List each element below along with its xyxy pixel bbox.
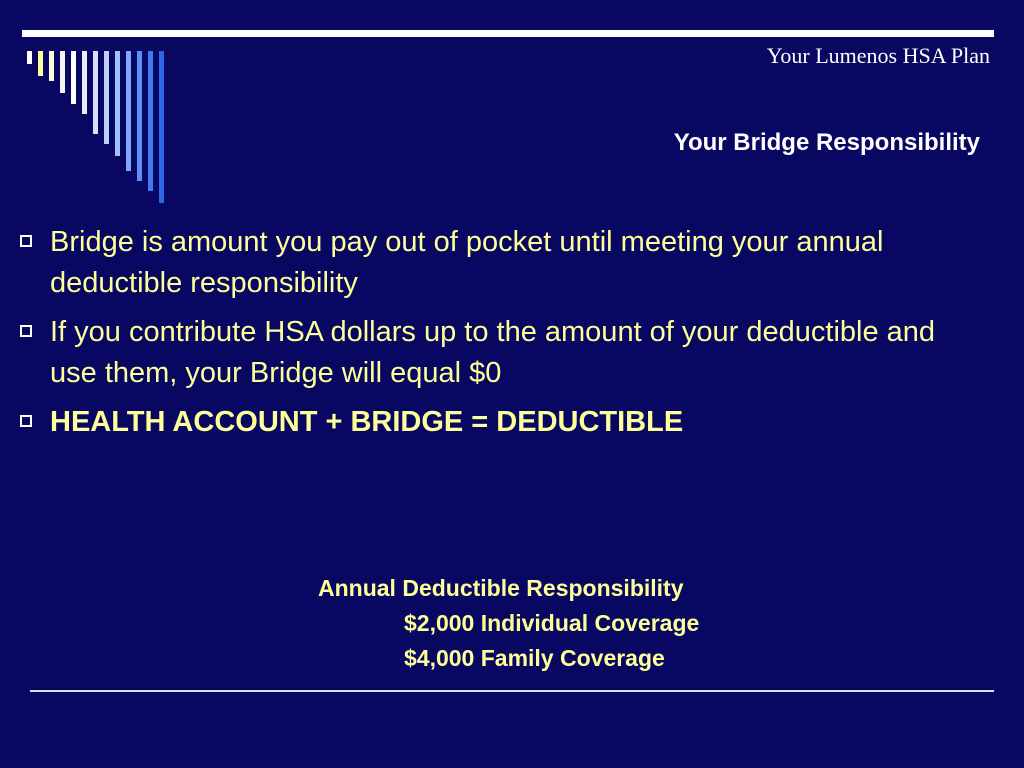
bottom-rule (30, 690, 994, 692)
stripe (27, 51, 32, 64)
note-heading: Annual Deductible Responsibility (318, 575, 684, 601)
note-individual: $2,000 Individual Coverage (404, 610, 700, 636)
deductible-note (318, 571, 699, 676)
stripe (93, 51, 98, 134)
stripe (71, 51, 76, 104)
stripe (38, 51, 43, 76)
square-bullet-icon (20, 235, 32, 247)
bullet-text: Bridge is amount you pay out of pocket until meeting your annual deductible responsibility (50, 226, 884, 299)
stripe (148, 51, 153, 191)
bullet-item (20, 222, 980, 304)
bullet-item (20, 402, 980, 443)
stripe (60, 51, 65, 93)
stripe (159, 51, 164, 203)
stripe (126, 51, 131, 171)
note-family: $4,000 Family Coverage (404, 645, 665, 671)
bullet-item (20, 312, 980, 394)
square-bullet-icon (20, 325, 32, 337)
stripe (49, 51, 54, 81)
bullet-list (20, 222, 980, 451)
stripe (137, 51, 142, 181)
stripe (104, 51, 109, 144)
stripe (82, 51, 87, 114)
bullet-text: HEALTH ACCOUNT + BRIDGE = DEDUCTIBLE (50, 406, 684, 438)
slide-title: Your Bridge Responsibility (673, 129, 980, 156)
bullet-text: If you contribute HSA dollars up to the amount of your deductible and use them, your Bridge will equal $0 (50, 316, 936, 389)
presentation-header: Your Lumenos HSA Plan (766, 43, 990, 68)
stripe (115, 51, 120, 156)
decorative-stripes (0, 0, 200, 220)
square-bullet-icon (20, 415, 32, 427)
